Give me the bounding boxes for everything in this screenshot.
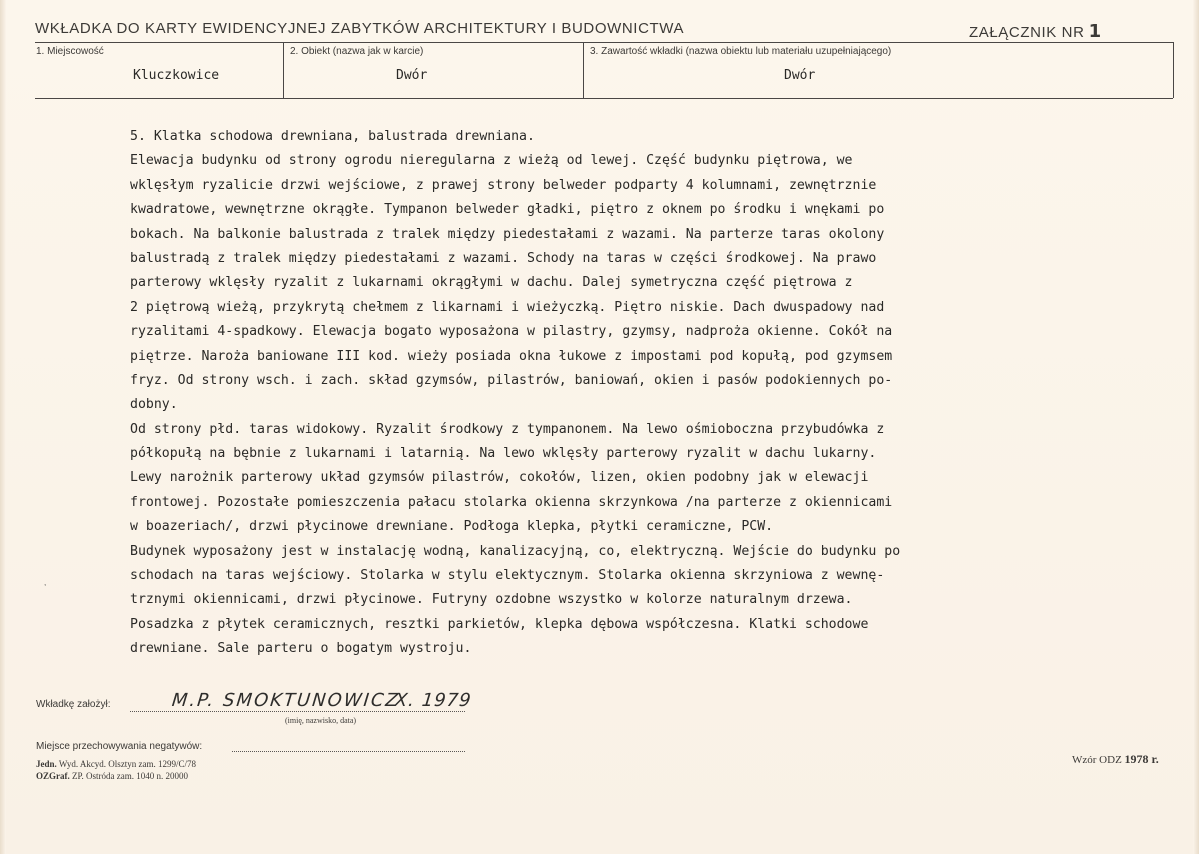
attachment-heading	[969, 21, 1102, 42]
signature-caption: (imię, nazwisko, data)	[285, 716, 357, 725]
paper-edge-left	[0, 0, 6, 854]
storage-label: Miejsce przechowywania negatywów:	[36, 741, 203, 752]
pattern-label: Wzór ODZ	[1072, 754, 1122, 766]
content-value: Dwór	[784, 68, 816, 83]
imprint-line-2-text: ZP. Ostróda zam. 1040 n. 20000	[72, 771, 188, 781]
created-by-label: Wkładkę założył:	[36, 699, 111, 710]
header-top-rule	[35, 42, 1173, 43]
attachment-number: 1	[1088, 21, 1102, 42]
body-line: parterowy wklęsły ryzalit z lukarnami okrągłymi w dachu. Dalej symetryczna część piętrowa z	[130, 275, 853, 291]
locality-label: 1. Miejscowość	[36, 46, 104, 57]
signature-name: M.P. SMOKTUNOWICZ	[170, 690, 401, 711]
body-line: fryz. Od strony wsch. i zach. skład gzymsów, pilastrów, baniowań, okien i pasów podokiennych po-	[130, 372, 893, 388]
body-line: piętrze. Naroża baniowane III kod. wieży posiada okna łukowe z impostami pod kopułą, pod gzymsem	[130, 348, 893, 364]
body-line: 2 piętrową wieżą, przykrytą chełmem z likarnami i wieżyczką. Piętro niskie. Dach dwuspadowy nad	[130, 299, 885, 315]
body-line: balustradą z tralek między piedestałami z wazami. Schody na taras w części środkowej. Na prawo	[130, 250, 877, 266]
body-line: drewniane. Sale parteru o bogatym wystroju.	[130, 641, 472, 657]
body-line: kwadratowe, wewnętrzne okrągłe. Tympanon belweder gładki, piętro z oknem po środku i wnękami po	[130, 202, 885, 218]
pattern-year: 1978 r.	[1124, 752, 1159, 766]
field-divider-end	[1173, 42, 1174, 98]
body-line: schodach na taras wejściowy. Stolarka w stylu elektycznym. Stolarka okienna skrzyniowa z wewnę-	[130, 568, 885, 584]
paper-edge-right	[1193, 0, 1199, 854]
field-divider-2	[583, 42, 584, 98]
margin-mark: ,	[44, 578, 47, 587]
imprint-line-1-text: Wyd. Akcyd. Olsztyn zam. 1299/C/78	[58, 759, 197, 769]
body-line: Lewy narożnik parterowy układ gzymsów pilastrów, cokołów, lizen, okien podobny jak w elewacji	[130, 470, 869, 486]
body-line: 5. Klatka schodowa drewniana, balustrada drewniana.	[130, 129, 535, 144]
created-by-dotted-line	[130, 711, 465, 712]
imprint-line-1-prefix: Jedn.	[36, 759, 57, 769]
header-bottom-rule	[35, 98, 1173, 99]
description-body	[130, 125, 1140, 662]
field-divider-1	[283, 42, 284, 98]
body-line: w boazeriach/, drzwi płycinowe drewniane. Podłoga klepka, płytki ceramiczne, PCW.	[130, 519, 774, 535]
body-line: Elewacja budynku od strony ogrodu nieregularna z wieżą od lewej. Część budynku piętrowa, we	[130, 153, 853, 169]
body-line: wklęsłym ryzalicie drzwi wejściowe, z prawej strony belweder podparty 4 kolumnami, zewnętrznie	[130, 177, 877, 193]
imprint-line-1	[36, 759, 196, 769]
body-line: ryzalitami 4-spadkowy. Elewacja bogato wyposażona w pilastry, gzymsy, nadproża okienne. Cokół na	[130, 324, 893, 340]
imprint-line-2	[36, 771, 188, 781]
object-value: Dwór	[396, 68, 428, 83]
object-label: 2. Obiekt (nazwa jak w karcie)	[290, 46, 424, 57]
body-line: bokach. Na balkonie balustrada z tralek między piedestałami z wazami. Na parterze taras okolony	[130, 226, 885, 242]
content-label: 3. Zawartość wkładki (nazwa obiektu lub materiału uzupełniającego)	[590, 46, 892, 57]
body-line: Budynek wyposażony jest w instalację wodną, kanalizacyjną, co, elektryczną. Wejście do budynku po	[130, 543, 901, 559]
body-line: frontowej. Pozostałe pomieszczenia pałacu stolarka okienna skrzynkowa /na parterze z okiennicami	[130, 494, 893, 510]
body-line: trznymi okiennicami, drzwi płycinowe. Futryny ozdobne wszystko w kolorze naturalnym drzewa.	[130, 592, 853, 608]
body-line: półkopułą na bębnie z lukarnami i latarnią. Na lewo wklęsły parterowy ryzalit w dachu lukarny.	[130, 446, 877, 462]
attachment-label: ZAŁĄCZNIK NR	[969, 24, 1085, 41]
form-pattern	[1072, 752, 1159, 767]
form-title: WKŁADKA DO KARTY EWIDENCYJNEJ ZABYTKÓW ARCHITEKTURY I BUDOWNICTWA	[35, 20, 685, 37]
storage-dotted-line	[232, 751, 465, 752]
signature-date: X. 1979	[393, 690, 473, 711]
locality-value: Kluczkowice	[133, 68, 220, 83]
body-line: Posadzka z płytek ceramicznych, resztki parkietów, klepka dębowa współczesna. Klatki schodowe	[130, 616, 869, 632]
body-line: Od strony płd. taras widokowy. Ryzalit środkowy z tympanonem. Na lewo ośmioboczna przybudówka z	[130, 421, 885, 437]
body-line: dobny.	[130, 397, 178, 413]
imprint-line-2-prefix: OZGraf.	[36, 771, 70, 781]
